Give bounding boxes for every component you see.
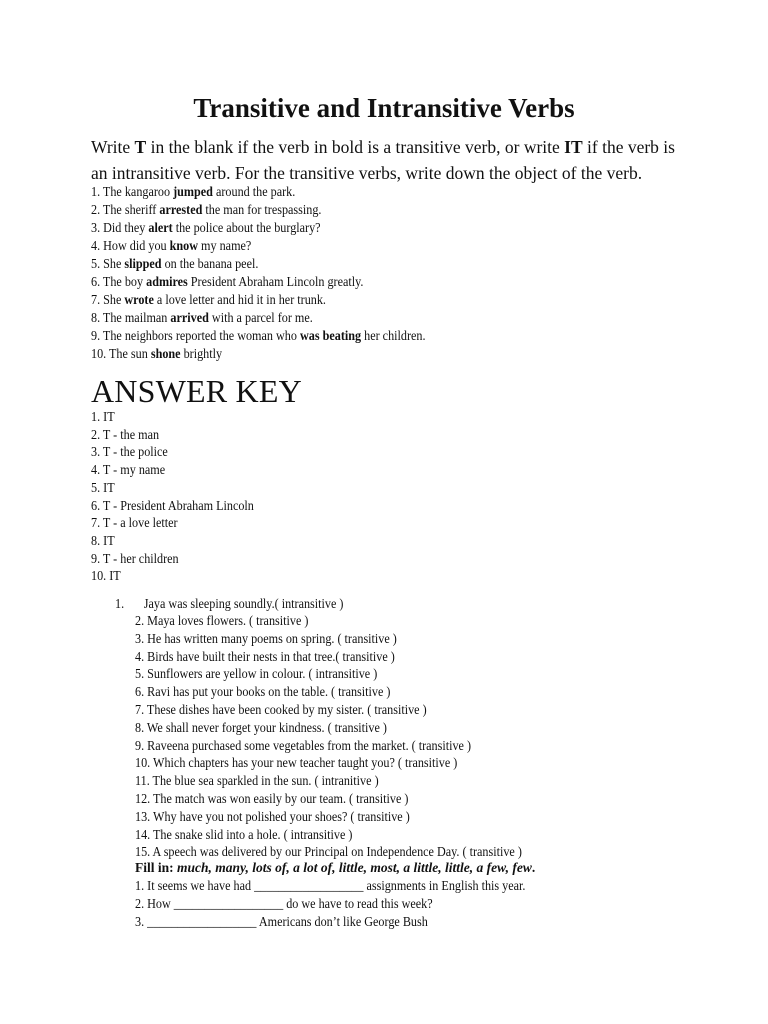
question-list [91, 183, 426, 363]
instructions [91, 134, 691, 186]
question-verb: arrested [159, 202, 203, 217]
question-verb: slipped [124, 256, 162, 271]
answer-item: 3. T - the police [91, 444, 168, 460]
instructions-part-3: if the verb is an intransitive verb. For the transitive verbs, write down the object of the verb. [91, 137, 675, 183]
exercise-item: 15. A speech was delivered by our Principal on Independence Day. ( transitive ) [135, 844, 522, 860]
question-verb: admires [146, 274, 188, 289]
answer-item: 6. T - President Abraham Lincoln [91, 497, 254, 513]
question-verb: wrote [124, 292, 154, 307]
fill-in-word-bank: much, many, lots of, a lot of, little, most, a little, little, a few, few [177, 860, 532, 875]
fill-in-item: 3. __________________ Americans don’t like George Bush [135, 913, 428, 929]
question-text: with a parcel for me. [208, 310, 313, 325]
answer-item: 7. T - a love letter [91, 515, 178, 531]
answer-key-heading: ANSWER KEY [91, 373, 302, 409]
question-item [91, 309, 426, 327]
exercise-text: Jaya was sleeping soundly.( intransitive ) [143, 596, 344, 611]
fill-in-instruction [135, 859, 535, 877]
answer-item: 5. IT [91, 479, 115, 495]
exercise-item: 12. The match was won easily by our team. ( transitive ) [135, 790, 409, 806]
question-text: 4. How did you [91, 238, 170, 253]
question-item [91, 255, 426, 273]
question-item [91, 219, 426, 237]
question-text: the man for trespassing. [202, 202, 322, 217]
question-item [91, 201, 426, 219]
exercise-item: 7. These dishes have been cooked by my sister. ( transitive ) [135, 701, 427, 717]
question-text: 10. The sun [91, 346, 151, 361]
answer-item: 8. IT [91, 532, 115, 548]
exercise-item: 2. Maya loves flowers. ( transitive ) [135, 613, 309, 628]
question-item [91, 345, 426, 363]
exercise-item: 5. Sunflowers are yellow in colour. ( intransitive ) [135, 666, 378, 682]
instructions-part-2: in the blank if the verb in bold is a transitive verb, or write [146, 137, 565, 157]
answer-item: 10. IT [91, 568, 121, 584]
question-text: 9. The neighbors reported the woman who [91, 328, 300, 343]
question-text: 5. She [91, 256, 125, 271]
fill-in-item: 1. It seems we have had __________________ assignments in English this year. [135, 878, 526, 893]
question-text: a love letter and hid it in her trunk. [153, 292, 326, 307]
exercise-item: 4. Birds have built their nests in that tree.( transitive ) [135, 648, 395, 664]
question-verb: know [169, 238, 199, 253]
question-verb: arrived [170, 310, 209, 325]
answer-key-list [91, 408, 254, 585]
question-text: on the banana peel. [161, 256, 259, 271]
question-text: her children. [361, 328, 426, 343]
answer-item: 2. T - the man [91, 426, 160, 442]
question-text: 1. The kangaroo [91, 184, 174, 199]
answer-item: 1. IT [91, 409, 115, 424]
instructions-part-1: Write [91, 137, 135, 157]
question-item [91, 183, 426, 201]
question-text: 6. The boy [91, 274, 147, 289]
page-title: Transitive and Intransitive Verbs [193, 93, 575, 123]
question-item [91, 273, 426, 291]
question-text: the police about the burglary? [172, 220, 321, 235]
exercise-item: 10. Which chapters has your new teacher taught you? ( transitive ) [135, 755, 458, 771]
exercise-item: 14. The snake slid into a hole. ( intransitive ) [135, 826, 353, 842]
question-verb: alert [148, 220, 173, 235]
exercise-item: 3. He has written many poems on spring. ( transitive ) [135, 630, 397, 646]
fill-in-list [135, 877, 525, 930]
fill-in-end: . [531, 860, 536, 875]
question-text: President Abraham Lincoln greatly. [187, 274, 364, 289]
question-text: 2. The sheriff [91, 202, 160, 217]
question-verb: shone [150, 346, 181, 361]
exercise-number: 1. [115, 596, 125, 611]
answer-item: 9. T - her children [91, 550, 179, 566]
fill-in-label: Fill in: [135, 860, 178, 875]
question-item [91, 237, 426, 255]
exercise-item: 6. Ravi has put your books on the table. ( transitive ) [135, 684, 391, 700]
exercise-list [135, 612, 522, 861]
question-text: around the park. [212, 184, 296, 199]
question-text: 7. She [91, 292, 125, 307]
fill-in-item: 2. How __________________ do we have to read this week? [135, 895, 433, 911]
question-text: 8. The mailman [91, 310, 171, 325]
answer-item: 4. T - my name [91, 462, 166, 478]
exercise-item-first [115, 595, 343, 613]
question-text: brightly [180, 346, 223, 361]
exercise-item: 11. The blue sea sparkled in the sun. ( intranitive ) [135, 773, 379, 789]
question-verb: jumped [173, 184, 213, 199]
question-item [91, 327, 426, 345]
question-text: 3. Did they [91, 220, 149, 235]
instructions-bold-it: IT [564, 137, 583, 157]
instructions-bold-t: T [134, 137, 147, 157]
question-item [91, 291, 426, 309]
exercise-item: 13. Why have you not polished your shoes? ( transitive ) [135, 808, 410, 824]
exercise-item: 9. Raveena purchased some vegetables from the market. ( transitive ) [135, 737, 472, 753]
exercise-item: 8. We shall never forget your kindness. ( transitive ) [135, 719, 387, 735]
question-text: my name? [198, 238, 252, 253]
question-verb: was beating [299, 328, 362, 343]
